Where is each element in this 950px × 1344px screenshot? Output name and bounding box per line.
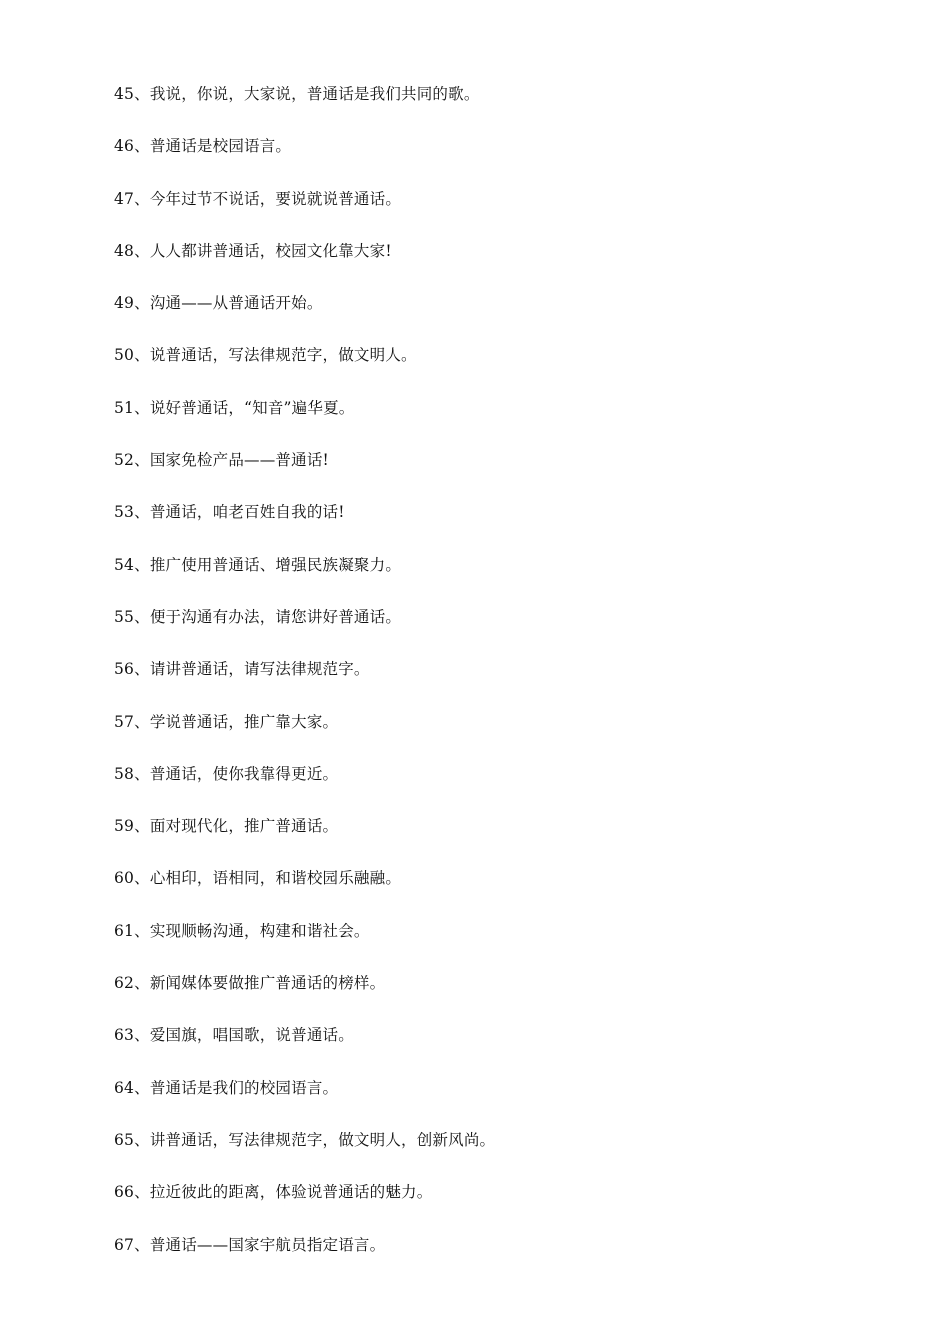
slogan-list: [114, 82, 874, 1285]
list-item: 51、说好普通话，“知音”遍华夏。: [114, 398, 355, 417]
list-item: 48、人人都讲普通话，校园文化靠大家!: [114, 241, 392, 260]
list-item: 67、普通话——国家宇航员指定语言。: [114, 1235, 386, 1254]
list-item: 59、面对现代化，推广普通话。: [114, 817, 339, 836]
list-item: 64、普通话是我们的校园语言。: [114, 1078, 339, 1097]
list-item: 53、普通话，咱老百姓自我的话!: [114, 503, 345, 522]
list-item: 49、沟通——从普通话开始。: [114, 294, 323, 313]
list-item: 54、推广使用普通话、增强民族凝聚力。: [114, 555, 402, 574]
list-item: 55、便于沟通有办法，请您讲好普通话。: [114, 607, 402, 626]
list-item: 46、普通话是校园语言。: [114, 137, 292, 156]
list-item: 50、说普通话，写法律规范字，做文明人。: [114, 346, 417, 365]
list-item: 45、我说，你说，大家说，普通话是我们共同的歌。: [114, 85, 480, 103]
list-item: 65、讲普通话，写法律规范字，做文明人，创新风尚。: [114, 1130, 496, 1149]
list-item: 61、实现顺畅沟通，构建和谐社会。: [114, 921, 370, 940]
list-item: 56、请讲普通话，请写法律规范字。: [114, 660, 370, 679]
list-item: 57、学说普通话，推广靠大家。: [114, 712, 339, 731]
list-item: 47、今年过节不说话，要说就说普通话。: [114, 189, 402, 208]
list-item: 60、心相印，语相同，和谐校园乐融融。: [114, 869, 402, 888]
list-item: 66、拉近彼此的距离，体验说普通话的魅力。: [114, 1183, 433, 1202]
list-item: 58、普通话，使你我靠得更近。: [114, 764, 339, 783]
list-item: 62、新闻媒体要做推广普通话的榜样。: [114, 974, 386, 993]
list-item: 63、爱国旗，唱国歌，说普通话。: [114, 1026, 354, 1045]
list-item: 52、国家免检产品——普通话!: [114, 451, 329, 470]
